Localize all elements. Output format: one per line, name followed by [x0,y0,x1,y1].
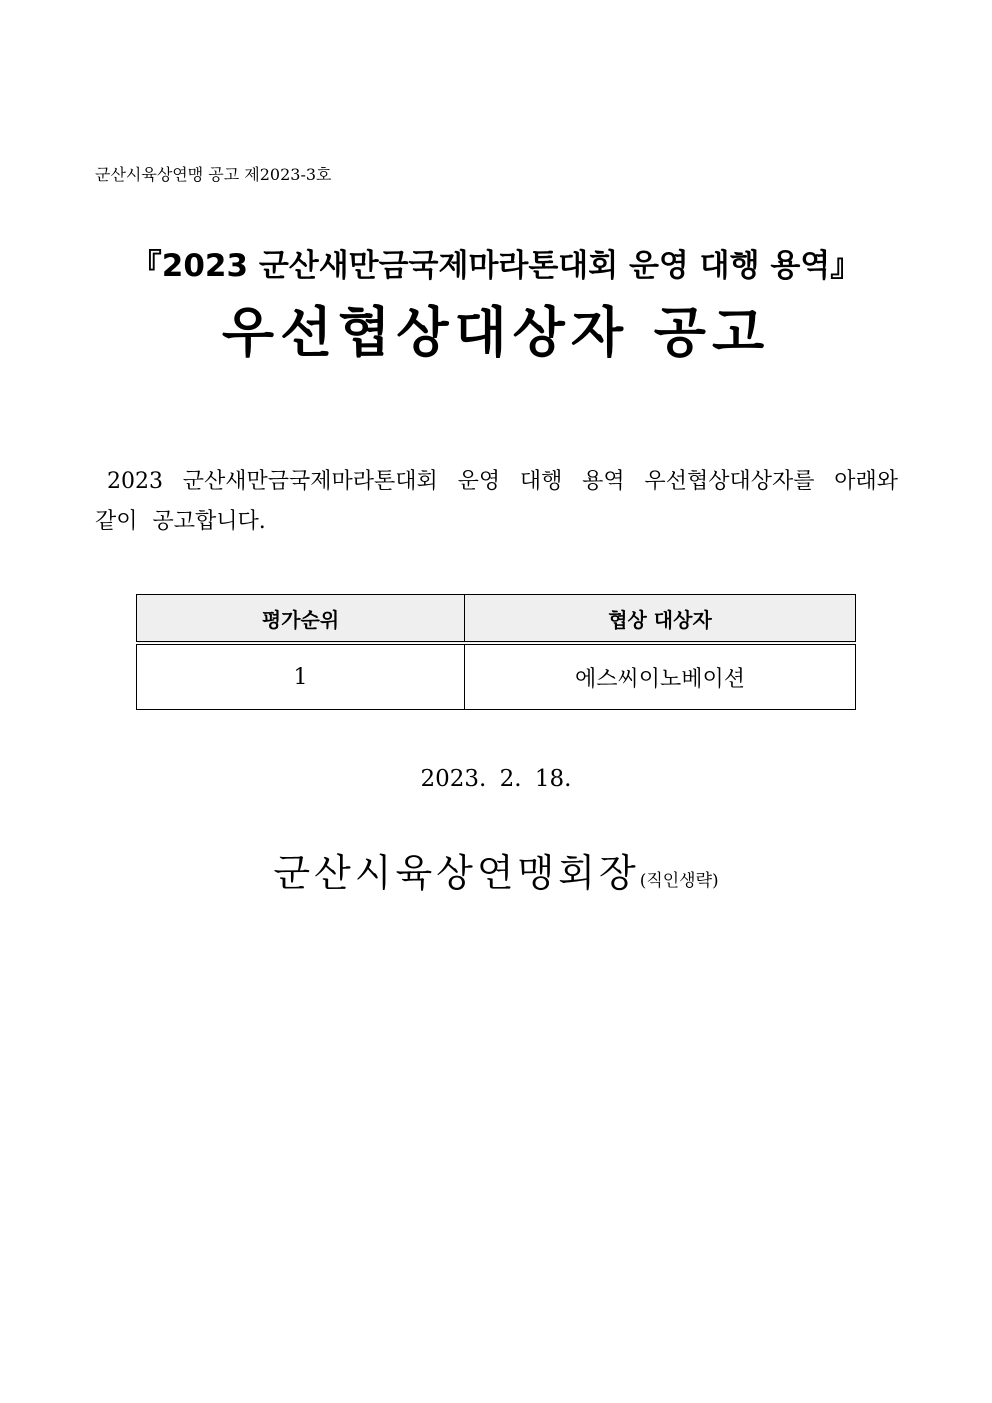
header-rank: 평가순위 [137,595,465,644]
cell-rank: 1 [137,643,465,710]
table-header-row [137,595,856,644]
result-table [136,594,856,710]
body-paragraph: 2023 군산새만금국제마라톤대회 운영 대행 용역 우선협상대상자를 아래와 같이 공고합니다. [95,469,898,534]
signature-block [0,842,992,897]
notice-number: 군산시육상연맹 공고 제2023-3호 [95,165,332,184]
seal-note: (직인생략) [639,871,719,891]
document-title-main: 우선협상대상자 공고 [221,301,771,364]
table-row [137,643,856,710]
header-negotiation-party: 협상 대상자 [465,595,856,644]
document-title-subject: 『2023 군산새만금국제마라톤대회 운영 대행 용역』 [130,248,862,284]
cell-negotiation-party: 에스씨이노베이션 [465,643,856,710]
issuer-name: 군산시육상연맹회장 [273,851,640,895]
notice-date: 2023. 2. 18. [420,766,572,792]
